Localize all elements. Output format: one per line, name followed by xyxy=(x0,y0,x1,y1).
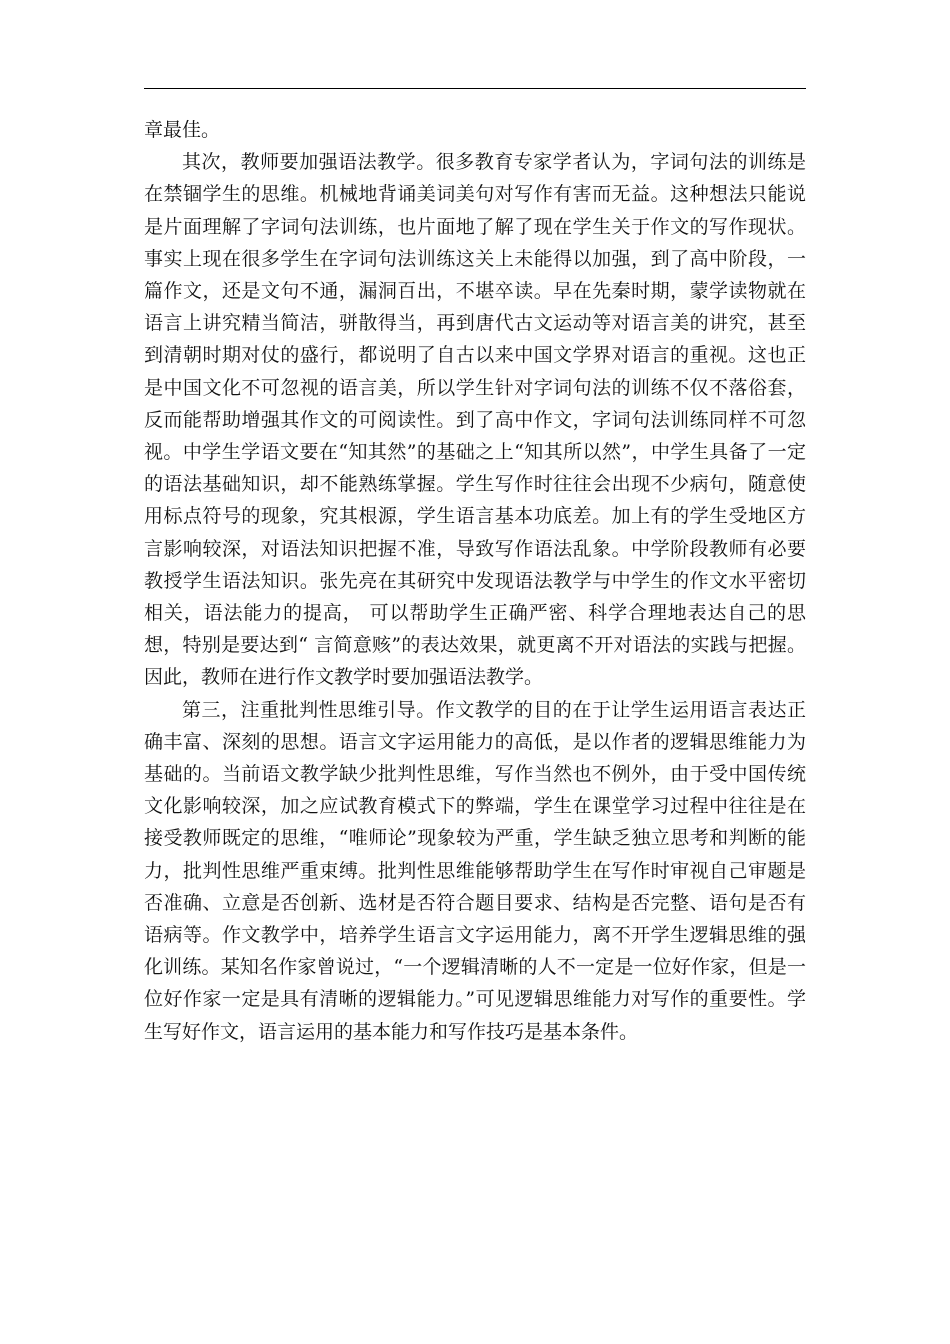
paragraph-critical-thinking: 第三，注重批判性思维引导。作文教学的目的在于让学生运用语言表达正确丰富、深刻的思想。语言文字运用能力的高低，是以作者的逻辑思维能力为基础的。当前语文教学缺少批判性思维，写作当然也不例外，由于受中国传统文化影响较深，加之应试教育模式下的弊端，学生在课堂学习过程中往往是在接受教师既定的思维，“唯师论”现象较为严重，学生缺乏独立思考和判断的能力，批判性思维严重束缚。批判性思维能够帮助学生在写作时审视自己审题是否准确、立意是否创新、选材是否符合题目要求、结构是否完整、语句是否有语病等。作文教学中，培养学生语言文字运用能力，离不开学生逻辑思维的强化训练。某知名作家曾说过，“一个逻辑清晰的人不一定是一位好作家，但是一位好作家一定是具有清晰的逻辑能力。”可见逻辑思维能力对写作的重要性。学生写好作文，语言运用的基本能力和写作技巧是基本条件。 xyxy=(144,698,806,1043)
paragraph-continuation: 章最佳。 xyxy=(144,119,221,141)
header-rule xyxy=(144,88,806,89)
body-text xyxy=(144,114,806,1048)
paragraph-grammar-teaching: 其次，教师要加强语法教学。很多教育专家学者认为，字词句法的训练是在禁锢学生的思维。机械地背诵美词美句对写作有害而无益。这种想法只能说是片面理解了字词句法训练，也片面地了解了现在学生关于作文的写作现状。事实上现在很多学生在字词句法训练这关上未能得以加强，到了高中阶段，一篇作文，还是文句不通，漏洞百出，不堪卒读。早在先秦时期，蒙学读物就在语言上讲究精当简洁，骈散得当，再到唐代古文运动等对语言美的讲究，甚至到清朝时期对仗的盛行，都说明了自古以来中国文学界对语言的重视。这也正是中国文化不可忽视的语言美，所以学生针对字词句法的训练不仅不落俗套，反而能帮助增强其作文的可阅读性。到了高中作文，字词句法训练同样不可忽视。中学生学语文要在“知其然”的基础之上“知其所以然”，中学生具备了一定的语法基础知识，却不能熟练掌握。学生写作时往往会出现不少病句，随意使用标点符号的现象，究其根源，学生语言基本功底差。加上有的学生受地区方言影响较深，对语法知识把握不准，导致写作语法乱象。中学阶段教师有必要教授学生语法知识。张先亮在其研究中发现语法教学与中学生的作文水平密切相关，语法能力的提高， 可以帮助学生正确严密、科学合理地表达自己的思想，特别是要达到“ 言简意赅”的表达效果，就更离不开对语法的实践与把握。因此，教师在进行作文教学时要加强语法教学。 xyxy=(144,151,806,689)
